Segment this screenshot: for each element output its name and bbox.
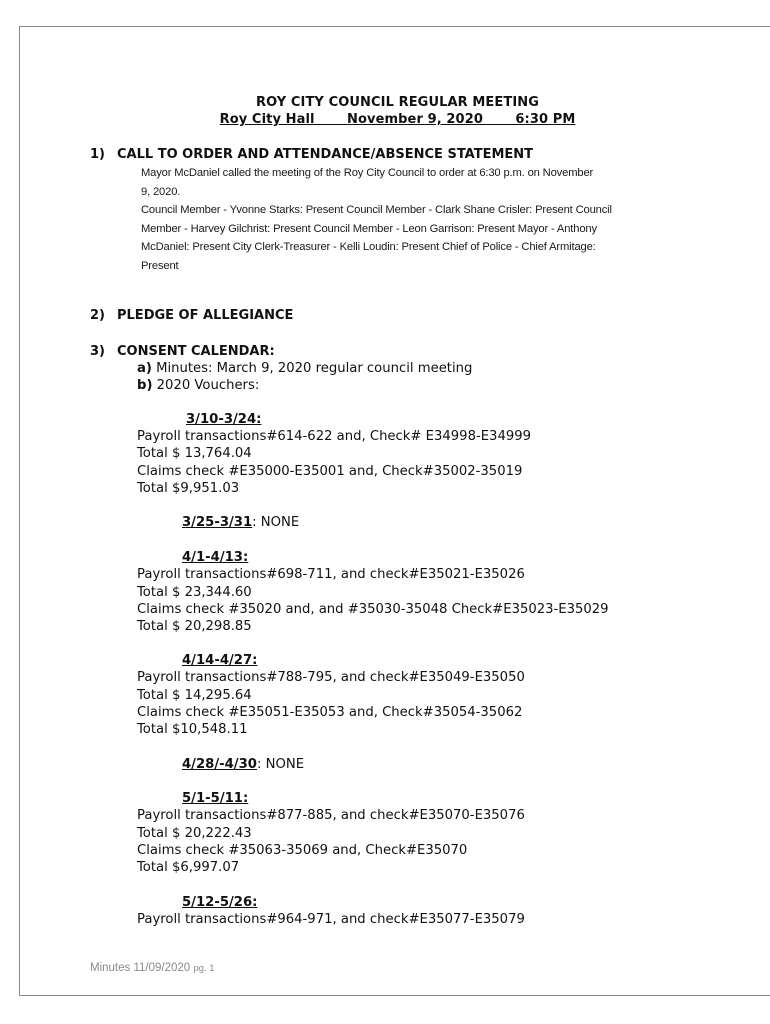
- section-number: 3): [90, 344, 105, 359]
- period-line: Claims check #35020 and, and #35030-35048 Check#E35023-E35029: [137, 602, 609, 617]
- document-title: ROY CITY COUNCIL REGULAR MEETING: [255, 95, 540, 110]
- footer-text: Minutes 11/09/2020: [90, 962, 194, 974]
- period-line: Payroll transactions#698-711, and check#E35021-E35026: [137, 567, 525, 582]
- footer-page-number: pg. 1: [193, 963, 215, 974]
- period-line: Payroll transactions#788-795, and check#E35049-E35050: [137, 670, 525, 685]
- period-line: Total $ 23,344.60: [137, 585, 252, 600]
- period-line: Total $ 20,222.43: [137, 826, 252, 841]
- item-label: a): [137, 361, 152, 376]
- period-line: Payroll transactions#877-885, and check#E35070-E35076: [137, 808, 525, 823]
- period-label: 5/12-5/26:: [182, 895, 258, 910]
- period-label: 3/10-3/24:: [186, 412, 262, 427]
- section-title: CALL TO ORDER AND ATTENDANCE/ABSENCE STATEMENT: [117, 147, 534, 162]
- document-page: [19, 26, 770, 996]
- body-line: Member - Harvey Gilchrist: Present Council Member - Leon Garrison: Present Mayor - Anthony: [141, 222, 597, 235]
- period-heading: [182, 757, 304, 772]
- section-heading-pledge: [90, 308, 293, 323]
- call-to-order-body: [141, 164, 681, 275]
- body-line: Council Member - Yvonne Starks: Present Council Member - Clark Shane Crisler: Present Council: [141, 204, 612, 216]
- section-heading-call-to-order: [90, 147, 533, 162]
- period-label: 4/1-4/13:: [182, 550, 249, 565]
- consent-item-a: [137, 361, 472, 376]
- period-line: Total $ 13,764.04: [137, 446, 252, 461]
- period-line: Claims check #E35051-E35053 and, Check#35054-35062: [137, 705, 523, 720]
- consent-item-b: [137, 378, 259, 393]
- period-line: Payroll transactions#964-971, and check#E35077-E35079: [137, 912, 525, 927]
- page-footer: [90, 962, 215, 974]
- period-line: Total $10,548.11: [137, 722, 248, 737]
- period-heading: [182, 895, 257, 910]
- period-suffix: : NONE: [252, 515, 300, 530]
- period-line: Total $9,951.03: [137, 481, 240, 496]
- period-heading: [182, 791, 248, 806]
- section-number: 1): [90, 147, 105, 162]
- section-title: PLEDGE OF ALLEGIANCE: [117, 308, 294, 323]
- item-text: 2020 Vouchers:: [152, 378, 260, 393]
- period-heading: [186, 412, 261, 427]
- document-subtitle: Roy City Hall November 9, 2020 6:30 PM: [219, 112, 576, 127]
- period-line: Total $ 14,295.64: [137, 688, 252, 703]
- period-label: 4/14-4/27:: [182, 653, 258, 668]
- period-line: Claims check #35063-35069 and, Check#E35070: [137, 843, 468, 858]
- item-label: b): [137, 378, 153, 393]
- period-heading: [182, 550, 248, 565]
- period-suffix: : NONE: [256, 757, 305, 772]
- period-line: Total $ 20,298.85: [137, 619, 252, 634]
- section-title: CONSENT CALENDAR:: [117, 344, 275, 359]
- period-label: 4/28/-4/30: [182, 757, 257, 772]
- period-line: Total $6,997.07: [137, 860, 240, 875]
- body-line: 9, 2020.: [141, 185, 181, 198]
- body-line: McDaniel: Present City Clerk-Treasurer - Kelli Loudin: Present Chief of Police - Chief Armitage:: [141, 241, 596, 253]
- body-line: Present: [141, 259, 179, 272]
- period-line: Payroll transactions#614-622 and, Check# E34998-E34999: [137, 429, 532, 444]
- period-label: 3/25-3/31: [182, 515, 253, 530]
- body-line: Mayor McDaniel called the meeting of the Roy City Council to order at 6:30 p.m. on November: [141, 167, 594, 179]
- period-line: Claims check #E35000-E35001 and, Check#35002-35019: [137, 464, 523, 479]
- period-heading: [182, 653, 257, 668]
- period-heading: [182, 515, 299, 530]
- section-heading-consent-calendar: [90, 344, 275, 359]
- period-label: 5/1-5/11:: [182, 791, 249, 806]
- item-text: Minutes: March 9, 2020 regular council meeting: [151, 361, 473, 376]
- section-number: 2): [90, 308, 105, 323]
